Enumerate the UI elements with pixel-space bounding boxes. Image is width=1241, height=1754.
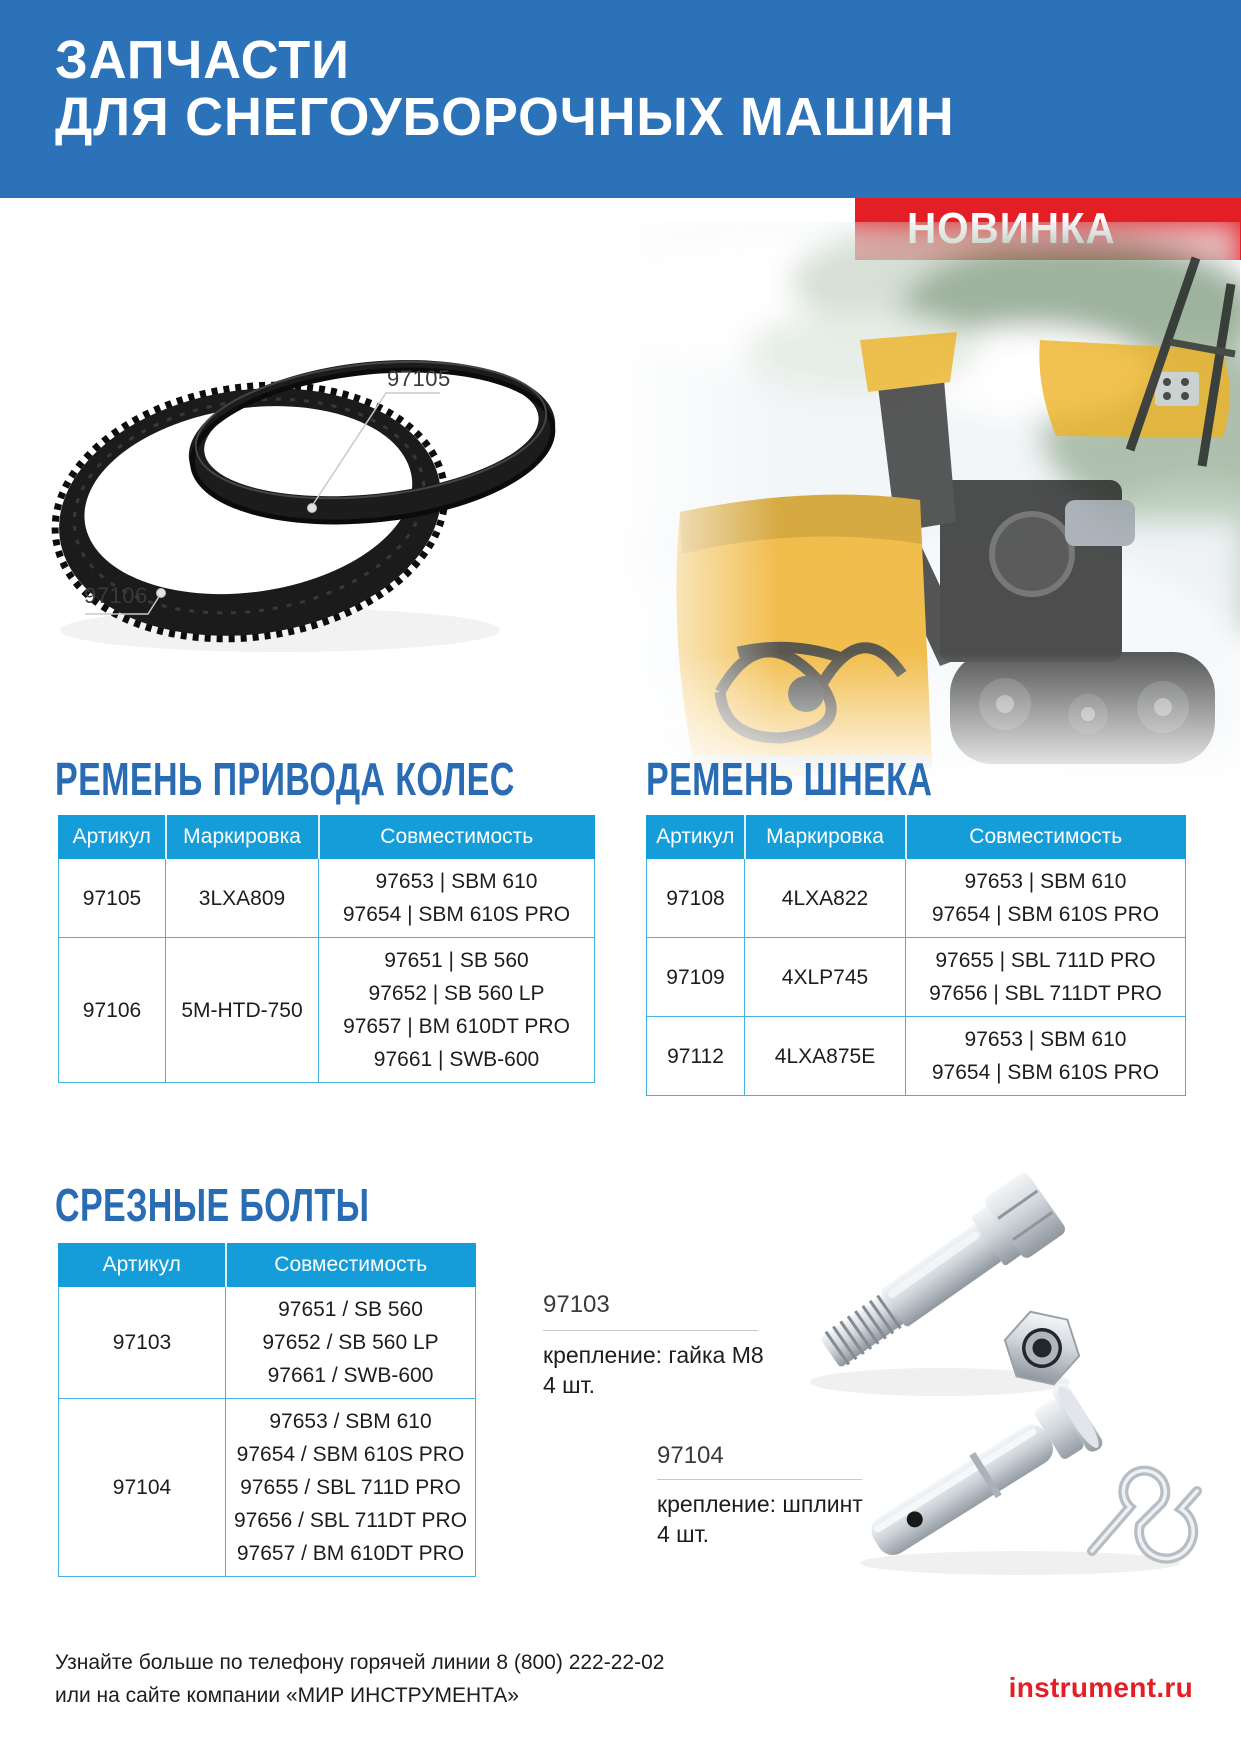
article-cell: 97108 <box>647 859 745 938</box>
table-body <box>59 1287 476 1577</box>
leader-line-97103 <box>543 1330 758 1331</box>
column-header: Совместимость <box>906 816 1186 859</box>
compat-line: 97656 / SBL 711DT PRO <box>233 1509 468 1532</box>
belt-97105-vbelt <box>181 343 563 539</box>
shear-bolt-97104-photo <box>830 1355 1220 1585</box>
compat-line: 97654 | SBM 610S PRO <box>931 903 1160 926</box>
table-body <box>647 859 1186 1096</box>
marking-cell: 4LXA875E <box>745 1017 906 1096</box>
header-row <box>59 1244 476 1287</box>
table-header <box>647 816 1186 859</box>
leader-dot-97106 <box>157 589 166 598</box>
page-title-line1: ЗАПЧАСТИ <box>55 30 350 90</box>
column-header: Артикул <box>647 816 745 859</box>
compat-line: 97657 / BM 610DT PRO <box>236 1542 465 1565</box>
table-header <box>59 816 595 859</box>
compat-line: 97654 | SBM 610S PRO <box>342 903 571 926</box>
bolt-callout-97104: 97104 <box>657 1442 724 1469</box>
header-row <box>647 816 1186 859</box>
header-row <box>59 816 595 859</box>
compat-line: 97654 | SBM 610S PRO <box>931 1061 1160 1084</box>
column-header: Совместимость <box>319 816 595 859</box>
pin-body <box>856 1381 1105 1576</box>
wheel-drive-belt-table <box>58 815 595 1083</box>
article-cell: 97112 <box>647 1017 745 1096</box>
column-header: Артикул <box>59 816 166 859</box>
compat-line: 97655 / SBL 711D PRO <box>240 1476 461 1499</box>
marking-cell: 4XLP745 <box>745 938 906 1017</box>
footer-company-line: или на сайте компании «МИР ИНСТРУМЕНТА» <box>55 1684 519 1707</box>
article-cell: 97105 <box>59 859 166 938</box>
compat-line: 97651 / SB 560 <box>278 1298 423 1321</box>
compat-line: 97653 | SBM 610 <box>964 1028 1127 1051</box>
auger-belt-table <box>646 815 1186 1096</box>
column-header: Совместимость <box>226 1244 476 1287</box>
bolt-caption-line: крепление: шплинт <box>657 1491 863 1517</box>
compat-cell <box>226 1399 476 1577</box>
compat-line: 97657 | BM 610DT PRO <box>343 1015 570 1038</box>
column-header: Артикул <box>59 1244 226 1287</box>
marking-cell: 4LXA822 <box>745 859 906 938</box>
header-banner <box>0 0 1241 198</box>
column-header: Маркировка <box>745 816 906 859</box>
section-title-shear-bolts: СРЕЗНЫЕ БОЛТЫ <box>55 1179 370 1231</box>
compat-cell <box>906 859 1186 938</box>
table-row <box>59 1287 476 1399</box>
bolt-caption-line: крепление: гайка М8 <box>543 1342 764 1368</box>
article-cell: 97106 <box>59 938 166 1083</box>
belt-callout-97105: 97105 <box>387 366 451 391</box>
table-row <box>59 938 595 1083</box>
leader-dot-97105 <box>308 504 317 513</box>
section-title-auger-belt: РЕМЕНЬ ШНЕКА <box>646 753 933 805</box>
compat-cell <box>319 859 595 938</box>
table-header <box>59 1244 476 1287</box>
table-row <box>647 938 1186 1017</box>
footer-contact <box>55 1646 664 1712</box>
article-cell: 97104 <box>59 1399 226 1577</box>
page-title <box>55 32 982 146</box>
bolt-callout-97103: 97103 <box>543 1291 610 1318</box>
compat-cell <box>906 938 1186 1017</box>
bolt-caption-97104 <box>657 1489 863 1549</box>
compat-line: 97652 / SB 560 LP <box>262 1331 439 1354</box>
compat-cell <box>226 1287 476 1399</box>
compat-line: 97655 | SBL 711D PRO <box>935 949 1156 972</box>
compat-line: 97653 | SBM 610 <box>375 870 538 893</box>
table-row <box>647 1017 1186 1096</box>
compat-line: 97651 | SB 560 <box>384 949 529 972</box>
leader-line-97104 <box>657 1479 862 1480</box>
compat-cell <box>319 938 595 1083</box>
compat-line: 97654 / SBM 610S PRO <box>236 1443 465 1466</box>
table-row <box>59 859 595 938</box>
compat-cell <box>906 1017 1186 1096</box>
compat-line: 97656 | SBL 711DT PRO <box>929 982 1162 1005</box>
compat-line: 97661 | SWB-600 <box>373 1048 540 1071</box>
page-title-line2: ДЛЯ СНЕГОУБОРОЧНЫХ МАШИН <box>55 87 955 147</box>
column-header: Маркировка <box>166 816 319 859</box>
compat-line: 97653 / SBM 610 <box>269 1410 432 1433</box>
article-cell: 97103 <box>59 1287 226 1399</box>
snowblower-photo <box>610 222 1240 787</box>
compat-line: 97652 | SB 560 LP <box>368 982 545 1005</box>
shear-bolts-table <box>58 1243 476 1577</box>
bolt-caption-line: 4 шт. <box>657 1521 710 1547</box>
website-url: instrument.ru <box>1008 1672 1193 1703</box>
belt-callout-97106: 97106 <box>84 583 148 608</box>
compat-line: 97661 / SWB-600 <box>267 1364 434 1387</box>
article-cell: 97109 <box>647 938 745 1017</box>
table-row <box>647 859 1186 938</box>
compat-line: 97653 | SBM 610 <box>964 870 1127 893</box>
section-title-wheel-drive-belt: РЕМЕНЬ ПРИВОДА КОЛЕС <box>55 753 515 805</box>
bolt-caption-line: 4 шт. <box>543 1372 596 1398</box>
bolt-caption-97103 <box>543 1340 764 1400</box>
marking-cell: 5M-HTD-750 <box>166 938 319 1083</box>
table-row <box>59 1399 476 1577</box>
footer-phone-line: Узнайте больше по телефону горячей линии 8 (800) 222-22-02 <box>55 1651 665 1674</box>
table-body <box>59 859 595 1083</box>
marking-cell: 3LXA809 <box>166 859 319 938</box>
